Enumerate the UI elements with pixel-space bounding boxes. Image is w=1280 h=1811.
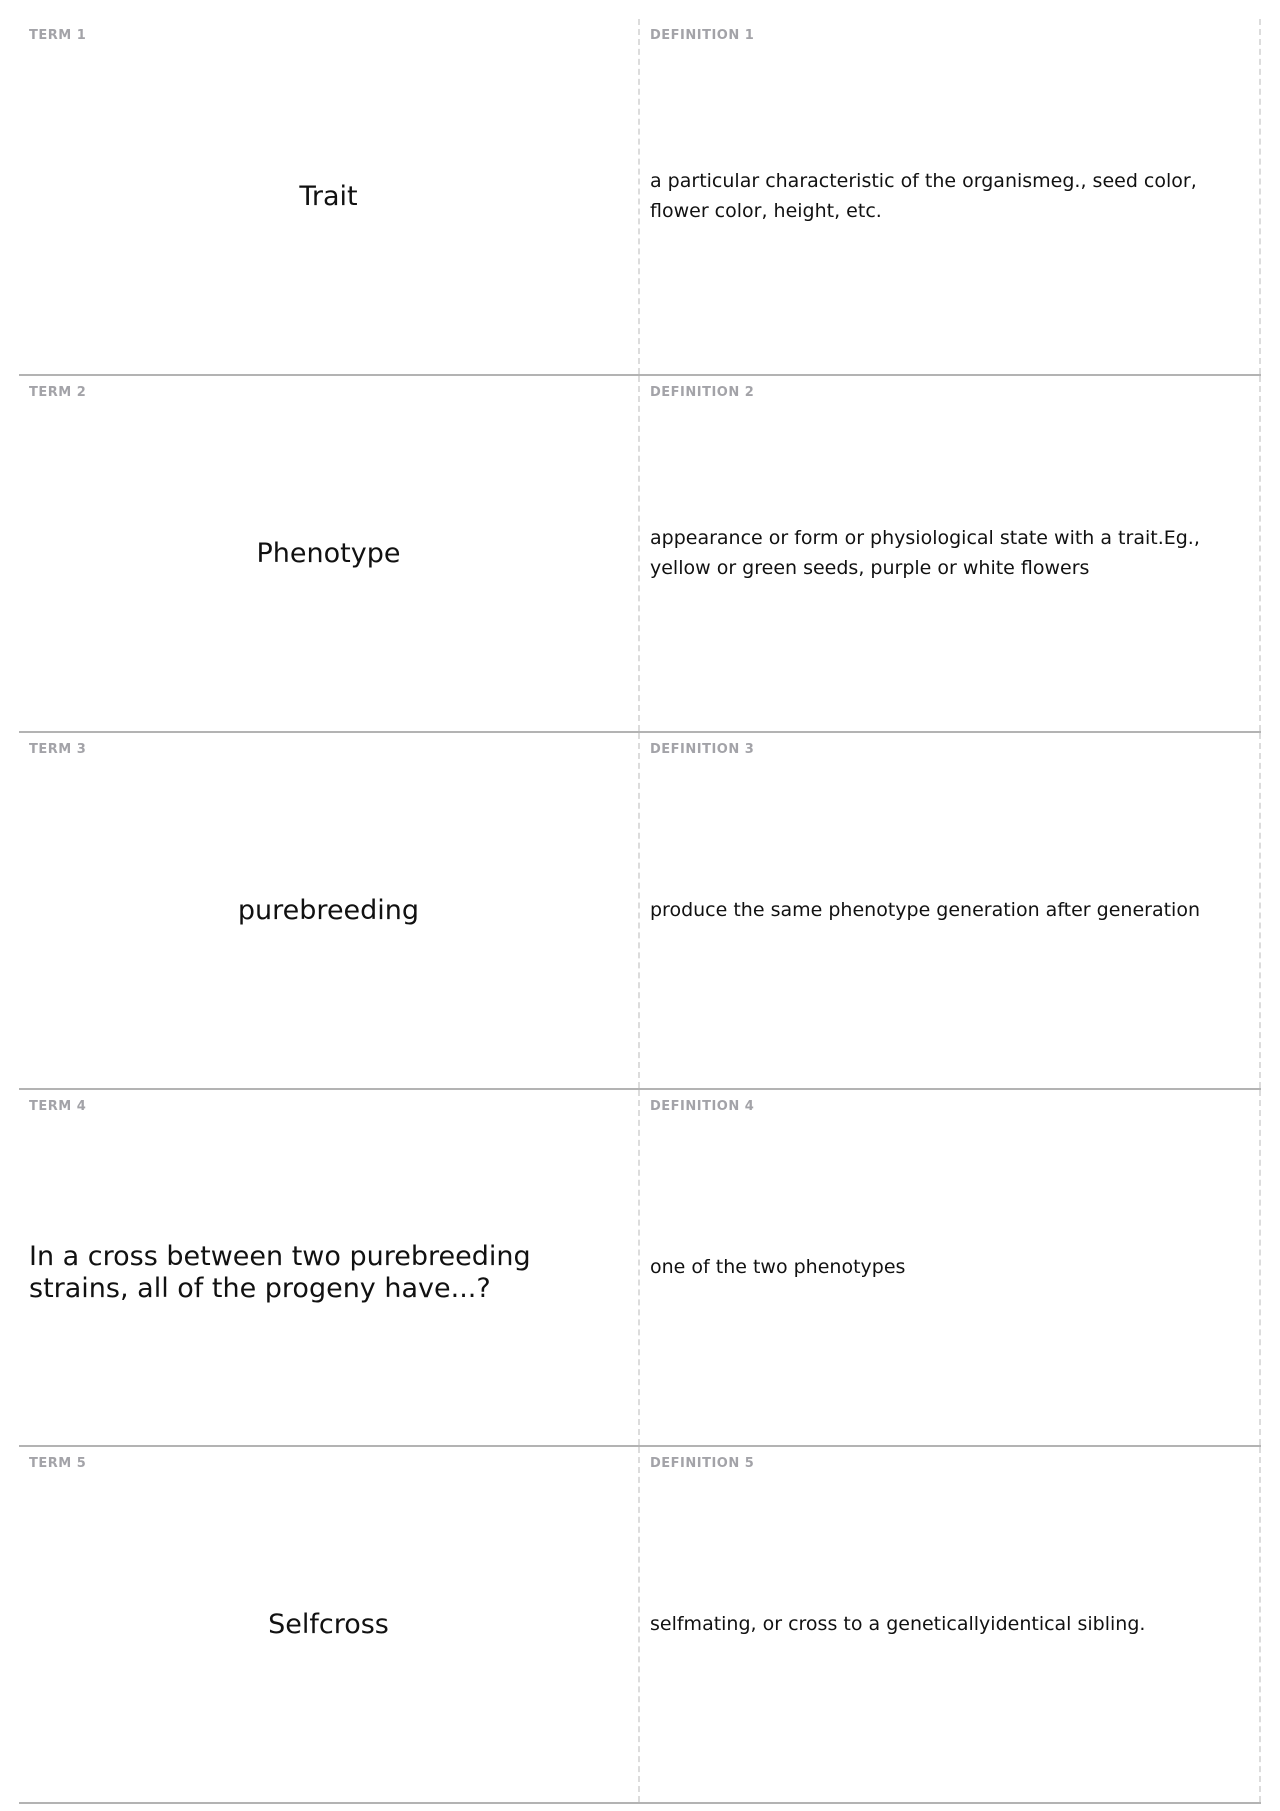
term-cell	[19, 733, 640, 1088]
flashcard-sheet	[19, 19, 1261, 1804]
term-cell	[19, 19, 640, 374]
definition-label: DEFINITION 2	[650, 385, 755, 400]
term-text: Selfcross	[268, 1608, 389, 1640]
card-row	[19, 1090, 1261, 1447]
term-cell	[19, 376, 640, 731]
term-label: TERM 5	[29, 1456, 87, 1471]
definition-text	[650, 1090, 1241, 1445]
definition-cell	[640, 1447, 1261, 1802]
term-text: In a cross between two purebreeding strains, all of the progeny have...?	[29, 1240, 531, 1304]
definition-cell	[640, 376, 1261, 731]
term-text: Trait	[299, 180, 358, 212]
definition-body: produce the same phenotype generation after generation	[650, 898, 1200, 921]
definition-body: a particular characteristic of the organismeg., seed color, flower color, height, etc.	[650, 170, 1197, 222]
definition-text	[650, 733, 1241, 1088]
definition-label: DEFINITION 3	[650, 742, 755, 757]
term-label: TERM 2	[29, 385, 87, 400]
term-cell	[19, 1447, 640, 1802]
card-row	[19, 376, 1261, 733]
definition-text	[650, 19, 1241, 374]
card-row	[19, 1447, 1261, 1804]
term-text: Phenotype	[256, 537, 401, 569]
definition-text	[650, 1447, 1241, 1802]
term-cell	[19, 1090, 640, 1445]
definition-label: DEFINITION 1	[650, 28, 755, 43]
definition-body: one of the two phenotypes	[650, 1255, 906, 1278]
definition-cell	[640, 19, 1261, 374]
term-label: TERM 3	[29, 742, 87, 757]
definition-body: selfmating, or cross to a geneticallyidentical sibling.	[650, 1612, 1146, 1635]
term-label: TERM 4	[29, 1099, 87, 1114]
card-row	[19, 19, 1261, 376]
definition-cell	[640, 1090, 1261, 1445]
definition-text	[650, 376, 1241, 731]
definition-body: appearance or form or physiological state with a trait.Eg., yellow or green seeds, purple or white flowers	[650, 527, 1200, 579]
definition-label: DEFINITION 4	[650, 1099, 755, 1114]
term-label: TERM 1	[29, 28, 87, 43]
definition-cell	[640, 733, 1261, 1088]
definition-label: DEFINITION 5	[650, 1456, 755, 1471]
card-row	[19, 733, 1261, 1090]
term-text: purebreeding	[237, 894, 420, 926]
